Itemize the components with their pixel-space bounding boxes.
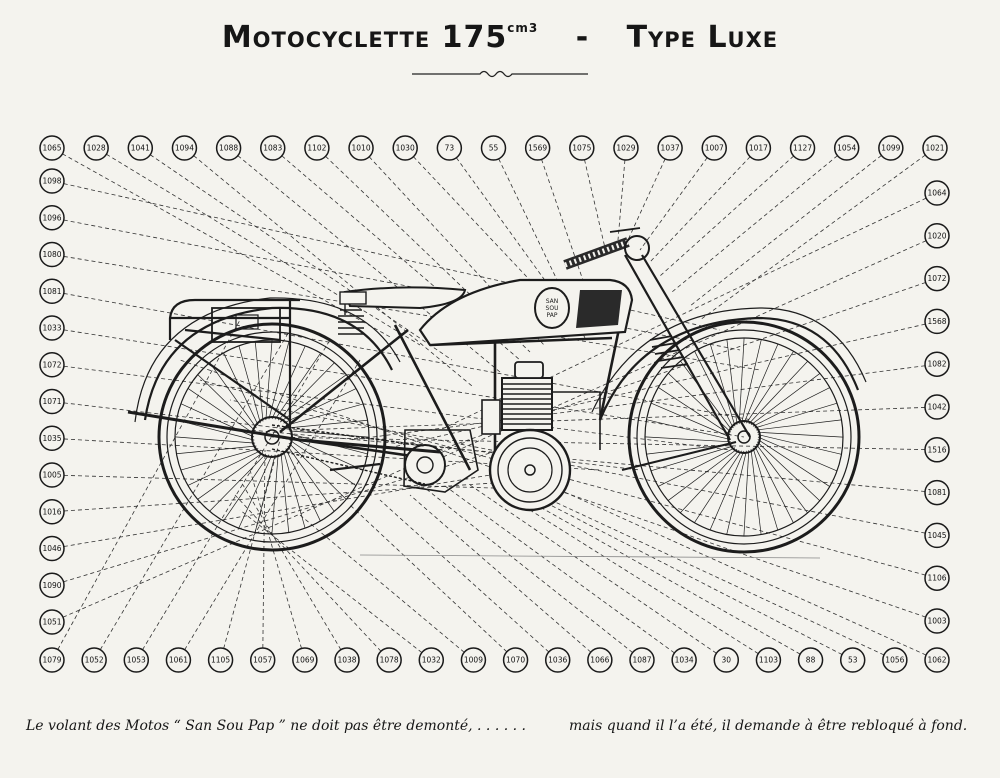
part-number-label: 1072	[42, 360, 62, 370]
part-number-label: 1038	[337, 655, 357, 665]
part-number-label: 1010	[351, 143, 371, 153]
part-callout-top	[482, 136, 506, 160]
part-callout-right	[925, 224, 949, 248]
leader-line-left	[64, 256, 760, 370]
part-callout-top	[658, 136, 682, 160]
part-number-label: 1029	[616, 143, 636, 153]
part-callout-top	[702, 136, 726, 160]
part-number-label: 1080	[42, 250, 62, 259]
part-number-label: 1052	[84, 655, 104, 665]
part-callout-right	[925, 566, 949, 590]
part-number-label: 1569	[528, 143, 548, 153]
part-number-label: 1127	[793, 143, 813, 153]
part-number-label: 88	[805, 655, 816, 665]
leader-line-bottom	[425, 488, 633, 653]
part-callout-right	[925, 181, 949, 205]
part-callout-bottom	[756, 648, 780, 672]
title-type: Type Luxe	[626, 20, 779, 55]
part-callout-left	[40, 206, 64, 230]
leader-line-bottom	[495, 488, 758, 654]
part-callout-top	[217, 136, 241, 160]
part-number-label: 1082	[927, 359, 947, 369]
part-number-label: 1098	[42, 176, 62, 186]
part-number-label: 1103	[758, 655, 778, 665]
part-callout-bottom	[124, 648, 148, 672]
part-callout-left	[40, 573, 64, 597]
part-number-label: 1033	[42, 323, 62, 333]
leader-line-top	[690, 155, 881, 306]
leader-line-bottom	[240, 510, 422, 653]
part-number-label: 1102	[307, 143, 327, 153]
leader-line-left	[64, 293, 752, 420]
part-number-label: 1005	[42, 470, 62, 480]
part-callout-left	[40, 316, 64, 340]
part-callout-top	[791, 136, 815, 160]
part-number-label: 1032	[421, 655, 441, 665]
part-callout-bottom	[630, 648, 654, 672]
part-number-label: 1106	[927, 573, 947, 583]
part-callout-top	[835, 136, 859, 160]
part-number-label: 1079	[42, 655, 62, 665]
leader-line-right	[272, 437, 925, 450]
part-number-label: 1065	[42, 143, 62, 153]
leader-line-top	[640, 158, 707, 250]
leader-line-top	[672, 156, 837, 292]
part-number-label: 1016	[42, 507, 62, 517]
part-number-label: 1045	[927, 530, 947, 540]
leader-line-bottom	[380, 500, 549, 652]
part-callout-top	[614, 136, 638, 160]
part-number-label: 1042	[927, 402, 947, 412]
part-callout-right	[925, 309, 949, 333]
leader-line-bottom	[240, 480, 341, 650]
part-callout-right	[925, 395, 949, 419]
part-number-label: 1105	[211, 655, 231, 665]
leader-line-bottom	[445, 486, 674, 653]
part-callout-top	[746, 136, 770, 160]
part-callout-left	[40, 610, 64, 634]
part-number-label: 1096	[42, 213, 62, 223]
leader-line-bottom	[560, 490, 926, 655]
part-number-label: 1021	[925, 143, 945, 153]
part-number-label: 1036	[548, 655, 568, 665]
part-callout-bottom	[251, 648, 275, 672]
leader-line-bottom	[410, 495, 591, 652]
tank-badge	[535, 288, 569, 328]
leader-line-top	[628, 159, 665, 240]
part-number-label: 30	[721, 655, 732, 665]
part-callout-left	[40, 463, 64, 487]
front-mudguard	[600, 318, 858, 420]
part-callout-right	[925, 609, 949, 633]
leader-line-bottom	[185, 360, 360, 650]
part-callout-bottom	[672, 648, 696, 672]
tank-badge-word: SOU	[545, 305, 559, 312]
leader-line-bottom	[250, 470, 302, 648]
part-callout-bottom	[209, 648, 233, 672]
part-callout-bottom	[166, 648, 190, 672]
part-callout-top	[570, 136, 594, 160]
part-number-label: 1071	[42, 397, 62, 406]
part-number-label: 1034	[674, 655, 694, 665]
part-callout-top	[261, 136, 285, 160]
leader-line-bottom	[58, 320, 240, 649]
title-unit: cm3	[507, 21, 539, 35]
part-callout-bottom	[925, 648, 949, 672]
part-callout-bottom	[461, 648, 485, 672]
part-number-label: 1064	[927, 188, 947, 198]
leader-line-right	[300, 407, 925, 430]
part-callout-right	[925, 352, 949, 376]
part-callout-left	[40, 537, 64, 561]
leader-line-right	[230, 400, 925, 533]
part-callout-bottom	[714, 648, 738, 672]
part-callout-bottom	[40, 648, 64, 672]
leader-line-bottom	[540, 495, 884, 655]
part-number-label: 1017	[748, 143, 768, 153]
part-number-label: 1099	[881, 143, 901, 153]
part-number-label: 1078	[379, 655, 399, 665]
leader-line-top	[618, 160, 625, 240]
part-callout-top	[172, 136, 196, 160]
part-callout-top	[305, 136, 329, 160]
part-callout-left	[40, 500, 64, 524]
part-number-label: 1069	[295, 655, 315, 665]
part-callout-bottom	[841, 648, 865, 672]
gearbox	[404, 430, 478, 492]
part-callout-left	[40, 279, 64, 303]
caption-right: mais quand il l’a été, il demande à être rebloqué à fond.	[569, 718, 968, 734]
flywheel	[490, 430, 570, 510]
leader-line-bottom	[470, 485, 716, 653]
part-number-label: 1061	[168, 655, 188, 665]
part-number-label: 1003	[927, 616, 947, 626]
part-number-label: 1009	[463, 655, 483, 665]
leader-line-left	[64, 475, 560, 490]
part-number-label: 73	[444, 143, 455, 153]
part-number-label: 1056	[885, 655, 905, 665]
title-main: Motocyclette 175	[221, 20, 508, 55]
leader-line-top	[585, 160, 605, 248]
leader-line-top	[650, 157, 750, 262]
part-number-label: 55	[488, 143, 499, 153]
part-number-label: 1007	[704, 143, 724, 153]
part-number-label: 1057	[253, 655, 273, 665]
part-callout-right	[925, 481, 949, 505]
part-number-label: 1030	[395, 143, 415, 153]
part-number-label: 1046	[42, 544, 62, 553]
part-callout-top	[128, 136, 152, 160]
part-number-label: 1088	[219, 143, 239, 153]
part-callout-bottom	[419, 648, 443, 672]
leader-line-bottom	[235, 495, 381, 651]
part-callout-left	[40, 426, 64, 450]
part-number-label: 1051	[42, 617, 62, 627]
part-number-label: 1072	[927, 274, 947, 284]
part-callout-bottom	[799, 648, 823, 672]
part-number-label: 53	[847, 655, 858, 665]
leader-line-top	[106, 154, 420, 345]
part-callout-top	[526, 136, 550, 160]
part-callout-left	[40, 390, 64, 414]
svg-text:SANSOUPAP	[546, 298, 559, 319]
part-callout-bottom	[335, 648, 359, 672]
tank-badge-word: SAN	[545, 298, 559, 305]
part-callout-top	[349, 136, 373, 160]
leader-line-top	[660, 156, 794, 276]
part-number-label: 1075	[572, 143, 592, 153]
part-callout-top	[40, 136, 64, 160]
part-number-label: 1090	[42, 580, 62, 590]
part-callout-bottom	[588, 648, 612, 672]
part-number-label: 1083	[263, 143, 283, 153]
title-separator: -	[575, 20, 590, 55]
part-callout-top	[437, 136, 461, 160]
part-callout-bottom	[293, 648, 317, 672]
part-callout-top	[923, 136, 947, 160]
part-callout-bottom	[82, 648, 106, 672]
part-number-label: 1070	[506, 655, 526, 665]
part-number-label: 1035	[42, 433, 62, 443]
caption-left: Le volant des Motos “ San Sou Pap ” ne doit pas être demonté, . . . . . .	[26, 718, 526, 734]
part-number-label: 1094	[174, 143, 194, 153]
part-number-label: 1062	[927, 655, 947, 665]
part-number-label: 1066	[590, 655, 610, 665]
part-callout-bottom	[546, 648, 570, 672]
part-callout-left	[40, 353, 64, 377]
part-callout-bottom	[504, 648, 528, 672]
part-callout-left	[40, 169, 64, 193]
part-number-label: 1516	[927, 445, 947, 455]
leader-line-left	[64, 220, 740, 350]
part-number-label: 1053	[126, 655, 146, 665]
part-callout-bottom	[883, 648, 907, 672]
part-number-label: 1568	[927, 316, 947, 326]
motorcycle-illustration	[128, 228, 866, 558]
carburettor	[482, 400, 500, 434]
part-callout-left	[40, 243, 64, 267]
part-number-label: 1020	[927, 231, 947, 241]
part-number-label: 1028	[86, 143, 106, 153]
part-number-label: 1087	[632, 655, 652, 665]
leader-line-bottom	[350, 505, 507, 652]
leader-line-bottom	[510, 490, 800, 654]
part-number-label: 1054	[837, 143, 857, 153]
tank-dark-panel	[576, 290, 622, 328]
part-callout-right	[925, 523, 949, 547]
part-callout-bottom	[377, 648, 401, 672]
leader-line-top	[700, 155, 925, 320]
part-callout-top	[84, 136, 108, 160]
handlebar	[565, 228, 649, 265]
part-callout-right	[925, 267, 949, 291]
tank-badge-word: PAP	[546, 312, 558, 319]
part-number-label: 1041	[130, 143, 150, 153]
part-callout-top	[879, 136, 903, 160]
leader-line-bottom	[525, 492, 842, 655]
part-callout-top	[393, 136, 417, 160]
part-callout-right	[925, 438, 949, 462]
part-number-label: 1081	[42, 286, 62, 296]
part-number-label: 1037	[660, 143, 680, 153]
part-number-label: 1081	[927, 488, 947, 498]
